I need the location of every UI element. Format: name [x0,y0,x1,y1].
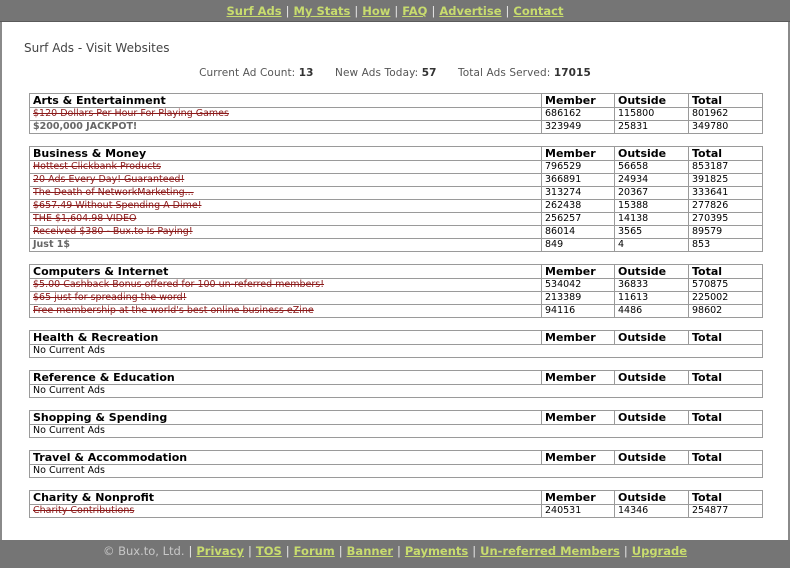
ad-link[interactable]: Charity Contributions [33,505,135,516]
ad-link[interactable]: $120 Dollars Per Hour For Playing Games [33,108,229,119]
copyright: © Bux.to, Ltd. [102,544,185,558]
category-header-row [30,147,763,161]
member-column-header: Member [542,94,615,108]
nav-contact[interactable]: Contact [513,4,564,18]
no-current-ads: No Current Ads [30,385,763,398]
footer-unreferred-members-link[interactable]: Un-referred Members [480,544,620,558]
category-header-row [30,265,763,279]
page-title: Surf Ads - Visit Websites [24,41,170,55]
ad-title-cell [30,505,542,518]
outside-count: 11613 [615,292,689,305]
footer-separator: | [285,544,290,558]
ad-row [30,174,763,187]
footer-separator: | [623,544,628,558]
ad-row [30,292,763,305]
ad-title-cell [30,161,542,174]
category-table [29,264,763,318]
category-table [29,146,763,252]
total-count: 801962 [689,108,763,121]
ad-link[interactable]: $5.00 Cashback Bonus offered for 100 un-referred members! [33,279,325,290]
total-column-header: Total [689,451,763,465]
ad-row [30,187,763,200]
ad-title-cell [30,108,542,121]
category-table [29,490,763,518]
top-nav [0,0,790,22]
total-count: 89579 [689,226,763,239]
ad-title-cell [30,213,542,226]
footer-separator: | [472,544,477,558]
ad-title-cell [30,239,542,252]
nav-faq[interactable]: FAQ [402,4,428,18]
ad-row [30,305,763,318]
member-count: 86014 [542,226,615,239]
total-count: 277826 [689,200,763,213]
member-column-header: Member [542,451,615,465]
member-count: 313274 [542,187,615,200]
ad-row [30,239,763,252]
category-header-row [30,491,763,505]
outside-count: 3565 [615,226,689,239]
nav-separator: | [394,4,399,18]
ad-link[interactable]: $657.49 Without Spending A Dime! [33,200,202,211]
total-column-header: Total [689,411,763,425]
ad-link[interactable]: The Death of NetworkMarketing... [33,187,194,198]
outside-column-header: Outside [615,411,689,425]
current-ad-count-label: Current Ad Count: [199,67,296,79]
category-table [29,370,763,398]
category-name: Shopping & Spending [30,411,542,425]
ad-row [30,161,763,174]
ad-row [30,279,763,292]
category-name: Reference & Education [30,371,542,385]
member-count: 686162 [542,108,615,121]
no-current-ads: No Current Ads [30,425,763,438]
total-count: 333641 [689,187,763,200]
total-ads-served-label: Total Ads Served: [458,67,551,79]
ad-title-cell [30,226,542,239]
outside-count: 24934 [615,174,689,187]
outside-column-header: Outside [615,94,689,108]
category-table [29,450,763,478]
outside-column-header: Outside [615,491,689,505]
member-column-header: Member [542,147,615,161]
ad-link[interactable]: 20 Ads Every Day! Guaranteed! [33,174,185,185]
member-column-header: Member [542,265,615,279]
left-border [0,22,2,540]
category-header-row [30,411,763,425]
ad-link[interactable]: Free membership at the world's best online business eZine [33,305,314,316]
total-count: 98602 [689,305,763,318]
category-header-row [30,94,763,108]
footer-separator: | [188,544,193,558]
current-ad-count-value: 13 [298,67,314,79]
category-header-row [30,371,763,385]
ad-row [30,213,763,226]
outside-column-header: Outside [615,265,689,279]
member-count: 213389 [542,292,615,305]
total-column-header: Total [689,491,763,505]
total-column-header: Total [689,147,763,161]
total-column-header: Total [689,94,763,108]
ad-row [30,200,763,213]
total-count: 270395 [689,213,763,226]
ad-link[interactable]: $200,000 JACKPOT! [33,121,138,132]
outside-count: 56658 [615,161,689,174]
nav-separator: | [505,4,510,18]
ad-link[interactable]: THE $1,604.98 VIDEO [33,213,137,224]
total-count: 225002 [689,292,763,305]
outside-count: 4 [615,239,689,252]
outside-column-header: Outside [615,331,689,345]
ad-title-cell [30,174,542,187]
empty-row [30,385,763,398]
member-count: 796529 [542,161,615,174]
ad-link[interactable]: Received $380 - Bux.to Is Paying! [33,226,193,237]
total-column-header: Total [689,331,763,345]
ad-title-cell [30,292,542,305]
ad-title-cell [30,305,542,318]
ad-title-cell [30,121,542,134]
category-header-row [30,331,763,345]
ad-link[interactable]: Just 1$ [33,239,71,250]
outside-count: 14346 [615,505,689,518]
nav-separator: | [431,4,436,18]
total-column-header: Total [689,265,763,279]
member-count: 94116 [542,305,615,318]
ad-row [30,226,763,239]
footer-separator: | [248,544,252,558]
ad-title-cell [30,279,542,292]
outside-count: 25831 [615,121,689,134]
category-name: Business & Money [30,147,542,161]
member-column-header: Member [542,371,615,385]
ad-stats [0,67,790,79]
total-count: 853 [689,239,763,252]
category-name: Health & Recreation [30,331,542,345]
empty-row [30,425,763,438]
category-name: Charity & Nonprofit [30,491,542,505]
total-count: 853187 [689,161,763,174]
outside-count: 20367 [615,187,689,200]
new-ads-today-value: 57 [421,67,437,79]
nav-separator: | [285,4,290,18]
category-name: Arts & Entertainment [30,94,542,108]
ad-link[interactable]: $65 just for spreading the word! [33,292,187,303]
ad-link[interactable]: Hottest Clickbank Products [33,161,161,172]
category-name: Computers & Internet [30,265,542,279]
member-count: 849 [542,239,615,252]
total-count: 349780 [689,121,763,134]
nav-advertise[interactable]: Advertise [439,4,502,18]
member-column-header: Member [542,411,615,425]
total-ads-served-value: 17015 [553,67,591,79]
outside-count: 15388 [615,200,689,213]
nav-how[interactable]: How [362,4,391,18]
footer-privacy-link[interactable]: Privacy [196,544,244,558]
ad-title-cell [30,200,542,213]
member-count: 262438 [542,200,615,213]
category-table [29,330,763,358]
category-header-row [30,451,763,465]
category-table [29,410,763,438]
nav-my-stats[interactable]: My Stats [293,4,351,18]
ad-title-cell [30,187,542,200]
outside-column-header: Outside [615,451,689,465]
footer [0,540,790,568]
footer-forum-link[interactable]: Forum [293,544,335,558]
total-count: 570875 [689,279,763,292]
total-column-header: Total [689,371,763,385]
nav-surf-ads[interactable]: Surf Ads [226,4,282,18]
member-column-header: Member [542,491,615,505]
ad-row [30,108,763,121]
member-count: 256257 [542,213,615,226]
empty-row [30,345,763,358]
ad-row [30,121,763,134]
footer-separator: | [338,544,343,558]
outside-count: 115800 [615,108,689,121]
no-current-ads: No Current Ads [30,345,763,358]
member-count: 366891 [542,174,615,187]
outside-column-header: Outside [615,371,689,385]
footer-payments-link[interactable]: Payments [404,544,469,558]
outside-count: 4486 [615,305,689,318]
member-count: 240531 [542,505,615,518]
outside-count: 36833 [615,279,689,292]
footer-separator: | [397,544,401,558]
empty-row [30,465,763,478]
total-count: 391825 [689,174,763,187]
category-table [29,93,763,134]
footer-upgrade-link[interactable]: Upgrade [631,544,688,558]
category-name: Travel & Accommodation [30,451,542,465]
outside-column-header: Outside [615,147,689,161]
nav-separator: | [354,4,359,18]
no-current-ads: No Current Ads [30,465,763,478]
outside-count: 14138 [615,213,689,226]
member-count: 534042 [542,279,615,292]
ad-categories [29,93,762,530]
new-ads-today-label: New Ads Today: [335,67,419,79]
member-column-header: Member [542,331,615,345]
total-count: 254877 [689,505,763,518]
footer-tos-link[interactable]: TOS [255,544,282,558]
ad-row [30,505,763,518]
member-count: 323949 [542,121,615,134]
footer-banner-link[interactable]: Banner [346,544,394,558]
